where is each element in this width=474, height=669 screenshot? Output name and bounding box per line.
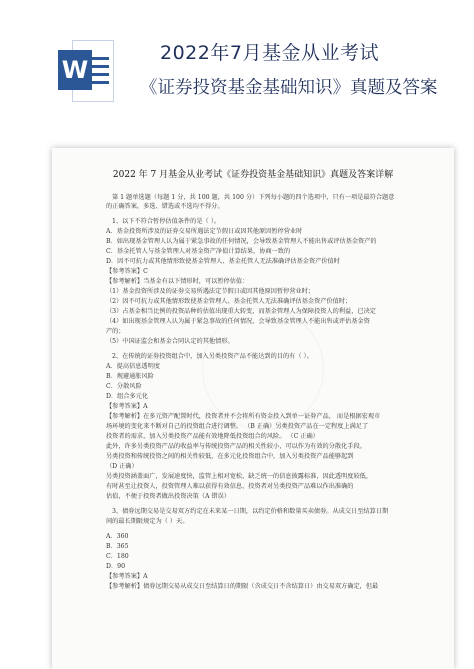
- question-line: 3、债券远期交易是交易双方约定在未来某一日期，以约定价格和数量买卖债券。从成交日至结算日期: [112, 508, 389, 515]
- question-line: 2、在传统的证券投资组合中，加入另类投资产品不能达到的目的有（ ）。: [112, 353, 313, 360]
- explanation-line: 另类投资涵盖面广，发展速度快，监管上相对宽松，缺乏统一的信息披露标准，因此透明度较低，: [106, 473, 373, 480]
- option-line: C．分散风险: [106, 383, 142, 390]
- option-line: C．180: [106, 553, 129, 560]
- answer-line: 【参考答案】A: [106, 403, 148, 410]
- explanation-line: 产的；: [106, 328, 125, 335]
- explanation-line: 场环境的变化来不断对自己的投资组合进行调整。 （B 正确）另类投资产品在一定程度上满足了: [106, 423, 369, 430]
- document-page: [52, 148, 454, 669]
- document-heading: 2022 年 7 月基金从业考试《证券投资基金基础知识》真题及答案详解: [112, 170, 394, 180]
- explanation-line: （3）占基金相当比例的投资品种的估值出现重大转变，而基金管理人为保障投资人的利益，已决定: [106, 308, 376, 315]
- explanation-line: （4）如出现基金管理人认为属于紧急事故的任何情况，会导致基金管理人不能出售或评估基金资: [106, 318, 370, 325]
- word-logo-badge: W: [58, 50, 92, 90]
- banner: [0, 0, 474, 118]
- explanation-line: 【参考解析】在多元资产配置时代，投资者并不会将所有资金投入到单一证券产品， 而是根据宏观市: [106, 413, 381, 420]
- explanation-line: （D 正确）: [106, 463, 138, 470]
- question-line: 1、以下不符合暂停估值条件的是（ ）。: [112, 218, 220, 225]
- body-line: 第 1 题单选题（每题 1 分，共 100 题，共 100 分）下列每小题的四个选项中，只有一项是最符合题意: [112, 194, 395, 201]
- question-line: 间的最长期限规定为（ ）天。: [106, 518, 189, 525]
- option-line: D．因不可抗力或其他情形致使基金管理人、基金托管人无法准确评估基金资产价值时: [106, 258, 340, 265]
- answer-line: 【参考答案】A: [106, 573, 148, 580]
- watermark-circle: [202, 308, 324, 430]
- option-line: B．365: [106, 543, 129, 550]
- option-line: A．360: [106, 533, 129, 540]
- option-line: C．基金托管人与基金管理人对基金资产净值计算结果，协商一致的: [106, 248, 291, 255]
- option-line: D．组合多元化: [106, 393, 149, 400]
- word-document-icon: [58, 40, 114, 102]
- option-line: D．90: [106, 563, 126, 570]
- explanation-line: 【参考解析】当基金有以下情形时，可以暂停估值：: [106, 278, 249, 285]
- answer-line: 【参考答案】C: [106, 268, 148, 275]
- explanation-line: （5）中国证监会和基金合同认定的其他情形。: [106, 338, 234, 345]
- banner-title-line2: 《证券投资基金基础知识》真题及答案: [140, 78, 438, 98]
- explanation-line: 有时甚至让投资人，投资管理人难以获得有效信息，投资者对另类投资产品难以作出准确的: [106, 483, 354, 490]
- explanation-line: 此外，许多另类投资产品的收益率与传统投资产品的相关性较小，可以作为有效的分散化手段。: [106, 443, 366, 450]
- option-line: B．如出现基金管理人认为属于紧急事故的任何情况，会导致基金管理人不能出售或评估基金资产的: [106, 238, 377, 245]
- option-line: B．规避通胀风险: [106, 373, 154, 380]
- explanation-line: （2）因不可抗力或其他情形致使基金管理人、基金托管人无法准确评估基金资产价值时；: [106, 298, 352, 305]
- body-line: 的正确答案，多选、错选或不选均不得分。: [106, 203, 224, 210]
- explanation-line: （1）基金投资所涉及的证券交易所遇法定节假日或因其他原因暂停营业时；: [106, 288, 315, 295]
- option-line: A．提高信息透明度: [106, 363, 160, 370]
- explanation-line: 估值，不便于投资者做出投资决策（A 错误）: [106, 493, 230, 500]
- explanation-line: 另类投资和传统投资之间的相关性较低，在多元化投资组合中，加入另类投资产品能够起到: [106, 453, 354, 460]
- explanation-line: 投资者的需求，加入另类投资产品能有效地降低投资组合的风险。 （C 正确）: [106, 433, 319, 440]
- banner-title-line1: 2022年7月基金从业考试: [160, 42, 379, 64]
- explanation-line: 【参考解析】债券远期交易从成交日至结算日的期限（含成交日不含结算日）由交易双方确定，但最: [106, 583, 379, 590]
- option-line: A．基金投资所涉及的证券交易所遇法定节假日或因其他原因暂停营业时: [106, 228, 303, 235]
